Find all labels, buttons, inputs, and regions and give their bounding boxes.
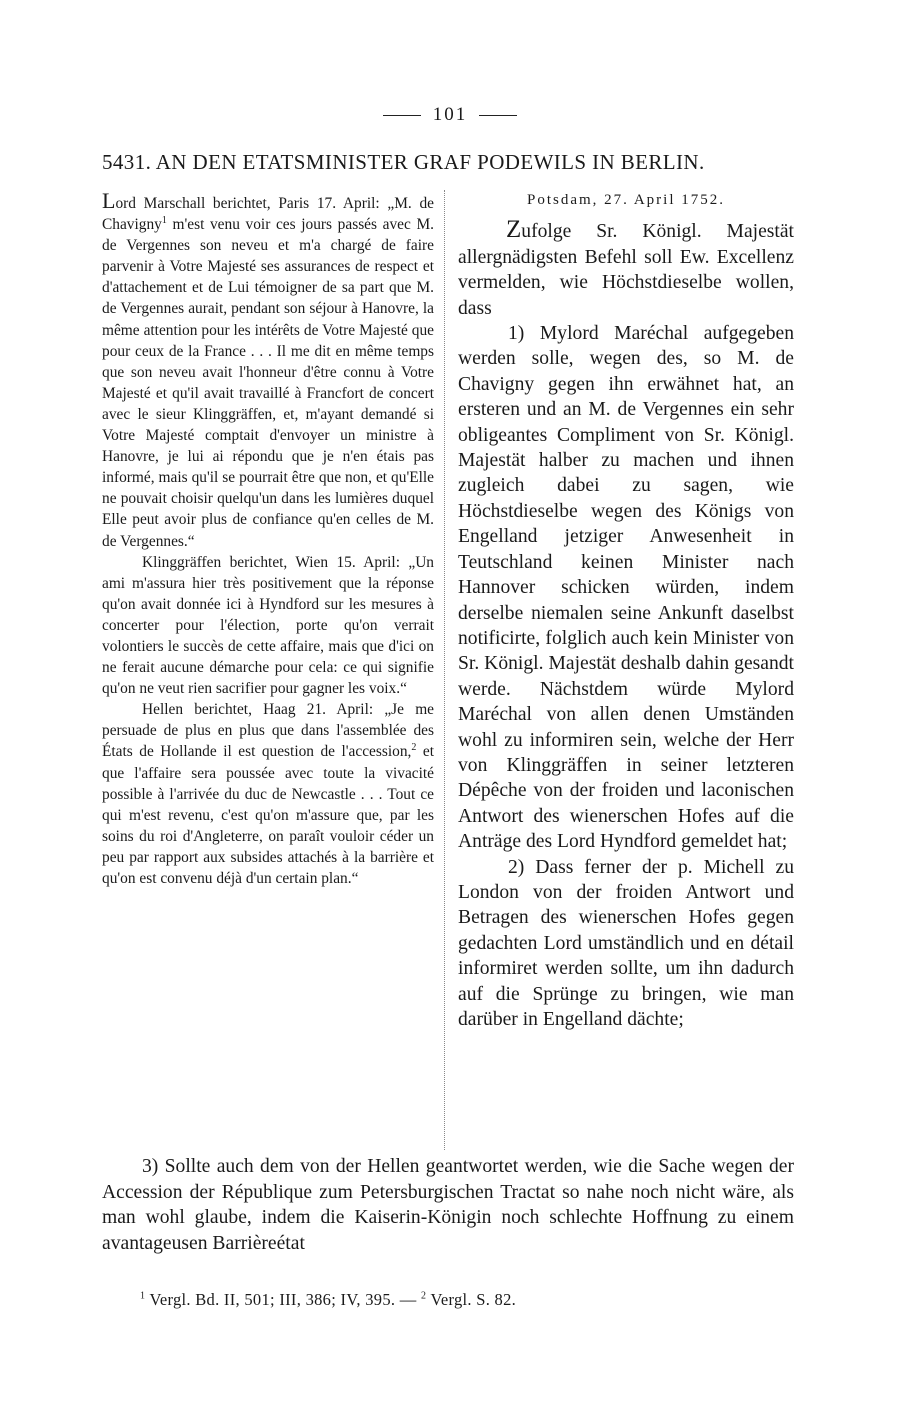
footnote-1: Vergl. Bd. II, 501; III, 386; IV, 395. —	[145, 1290, 421, 1309]
footnote-mark-1: 1	[140, 1290, 146, 1302]
footnotes	[140, 1290, 740, 1310]
footnote-mark-2: 2	[421, 1290, 427, 1302]
initial-letter: L	[102, 188, 116, 213]
page-number: 101	[432, 104, 468, 125]
letter-opening: Zufolge Sr. Königl. Majestät allergnädigsten Befehl soll Ew. Excellenz vermelden, wie Höchstdieselbe wollen, dass	[458, 216, 794, 319]
full-width-text	[102, 1154, 794, 1256]
dateline: Potsdam, 27. April 1752.	[526, 192, 725, 208]
footnote-2: Vergl. S. 82.	[426, 1290, 517, 1309]
page-header	[0, 104, 900, 126]
initial-letter: Z	[506, 216, 522, 244]
right-column-letter	[458, 188, 794, 1032]
footnote-ref-2: 2	[411, 742, 417, 754]
document-title: 5431. AN DEN ETATSMINISTER GRAF PODEWILS IN BERLIN.	[102, 150, 705, 174]
report-marschall: Lord Marschall berichtet, Paris 17. April: „M. de Chavigny$^1$ m'est venu voir ces jours passés avec M. de Vergennes son neveu et m'a chargé de faire parvenir à Votre Majesté ses assurances de respect et d'attachement et de Lui témoigner de sa part que M. de Vergennes aurait, pendant son séjour à Hanovre, la même attention pour les intérêts de Votre Majesté que pour ceux de la France . . . Il me dit en même temps que son neveu avait l'honneur d'être connu à Votre Majesté et qu'il avait travaillé à Francfort de concert avec le sieur Klinggräffen, et, m'ayant demandé si Votre Majesté comptait d'envoyer un ministre à Hanovre, je lui ai répondu que je n'en étais pas informé, mais qu'il se pourrait être que non, et qu'Elle ne pouvait choisir quelqu'un dans les lumières duquel Elle peut avoir plus de confiance qu'en celles de M. de Vergennes.“	[102, 188, 434, 550]
header-rule-right	[479, 115, 517, 116]
left-column-reports	[102, 190, 434, 889]
letter-point-3: 3) Sollte auch dem von der Hellen geantwortet werden, wie die Sache wegen der Accession der République zum Petersburgischen Tractat so nahe noch nicht wäre, als man wohl glaube, indem die Kaiserin-Königin noch schlechte Hoffnung zu einem avantageusen Barrièreétat	[102, 1156, 794, 1254]
header-rule-left	[383, 115, 421, 116]
report-hellen: Hellen berichtet, Haag 21. April: „Je me persuade de plus en plus que dans l'assemblée des États de Hollande il est question de l'accession,$^2$ et que l'affaire sera poussée avec toute la vivacité possible à l'arrivée du duc de Newcastle . . . Tout ce qui m'est revenu, c'est qu'on m'assure que, par les soins du roi d'Angleterre, on paraît vouloir céder un peu par rapport aux subsides attachés à la barrière et qu'on est convenu déjà d'un certain plan.“	[102, 701, 434, 887]
letter-point-2: 2) Dass ferner der p. Michell zu London von der froiden Antwort und Betragen des wienerschen Hofes gegen gedachten Lord umständlich und en détail informiret werden sollte, um ihn dadurch auf die Sprünge zu bringen, wie man darüber in Engelland dächte;	[458, 856, 794, 1030]
footnote-ref-1: 1	[161, 214, 167, 226]
report-klinggraeffen: Klinggräffen berichtet, Wien 15. April: „Un ami m'assura hier très positivement que la réponse qu'on avait donnée ici à Hyndford sur les mesures à concerter pour l'élection, porte qu'on verrait volontiers le succès de cette affaire, mais que d'ici on ne ferait aucune démarche pour cela: ce qui signifie qu'on ne veut rien sacrifier pour gagner les voix.“	[102, 553, 434, 698]
column-divider	[444, 190, 445, 1150]
letter-point-1: 1) Mylord Maréchal aufgegeben werden solle, wegen des, so M. de Chavigny gegen ihn erwähnet hat, an ersteren und an M. de Vergennes ein sehr obligeantes Compliment von Sr. Königl. Majestät halber zu machen und ihnen zugleich dabei zu sagen, wie Höchstdieselbe wegen des Königs von Engelland jetziger Anwesenheit in Teutschland keinen Minister nach Hannover schicken würden, indem derselbe niemalen seine Ankunft daselbst notificirte, folglich auch kein Minister von Sr. Königl. Majestät deshalb dahin gesandt werde. Nächstdem würde Mylord Maréchal von allen denen Umständen wohl zu informiren sein, welche der Herr von Klinggräffen in seiner letzteren Dépêche von der froiden und laconischen Antwort des wienerschen Hofes auf die Anträge des Lord Hyndford gemeldet hat;	[458, 323, 794, 853]
